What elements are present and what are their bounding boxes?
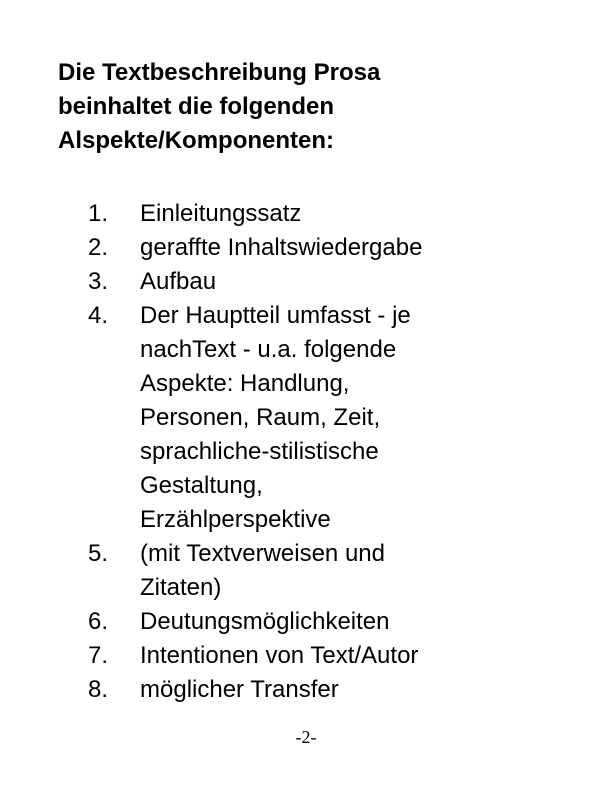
list-item-number: 7. bbox=[88, 642, 109, 669]
list-item-number: 2. bbox=[88, 234, 109, 261]
list-item bbox=[84, 265, 564, 299]
list-item-text: Intentionen von Text/Autor bbox=[140, 642, 419, 669]
page-number: -2- bbox=[295, 727, 317, 747]
list-item-text: Gestaltung, bbox=[140, 472, 263, 499]
list-item bbox=[84, 197, 564, 231]
numbered-list bbox=[84, 197, 564, 707]
list-item bbox=[84, 639, 564, 673]
list-item-text: Einleitungssatz bbox=[140, 200, 302, 227]
list-item-number: 8. bbox=[88, 676, 109, 703]
list-item bbox=[84, 673, 564, 707]
list-item-text: Aufbau bbox=[140, 268, 217, 295]
list-item-text: Personen, Raum, Zeit, bbox=[140, 404, 381, 431]
list-item-text: Zitaten) bbox=[140, 574, 222, 601]
list-item-text: (mit Textverweisen und bbox=[140, 540, 385, 567]
list-item-text: geraffte Inhaltswiedergabe bbox=[140, 234, 423, 261]
list-item-number: 3. bbox=[88, 268, 109, 295]
list-item-text: sprachliche-stilistische bbox=[140, 438, 379, 465]
list-item bbox=[84, 299, 564, 537]
list-item-text: Der Hauptteil umfasst - je bbox=[140, 302, 411, 329]
heading-line-3: Alspekte/Komponenten: bbox=[58, 127, 335, 154]
list-item-text: nachText - u.a. folgende bbox=[140, 336, 397, 363]
list-item-text: Erzählperspektive bbox=[140, 506, 331, 533]
list-item bbox=[84, 231, 564, 265]
list-item-text: möglicher Transfer bbox=[140, 676, 339, 703]
list-item bbox=[84, 537, 564, 605]
list-item-number: 1. bbox=[88, 200, 109, 227]
list-item bbox=[84, 605, 564, 639]
heading-line-2: beinhaltet die folgenden bbox=[58, 93, 335, 120]
heading-line-1: Die Textbeschreibung Prosa bbox=[58, 59, 381, 86]
page-heading bbox=[58, 56, 578, 158]
list-item-text: Aspekte: Handlung, bbox=[140, 370, 350, 397]
list-item-number: 4. bbox=[88, 302, 109, 329]
list-item-text: Deutungsmöglichkeiten bbox=[140, 608, 390, 635]
list-item-number: 6. bbox=[88, 608, 109, 635]
list-item-number: 5. bbox=[88, 540, 109, 567]
